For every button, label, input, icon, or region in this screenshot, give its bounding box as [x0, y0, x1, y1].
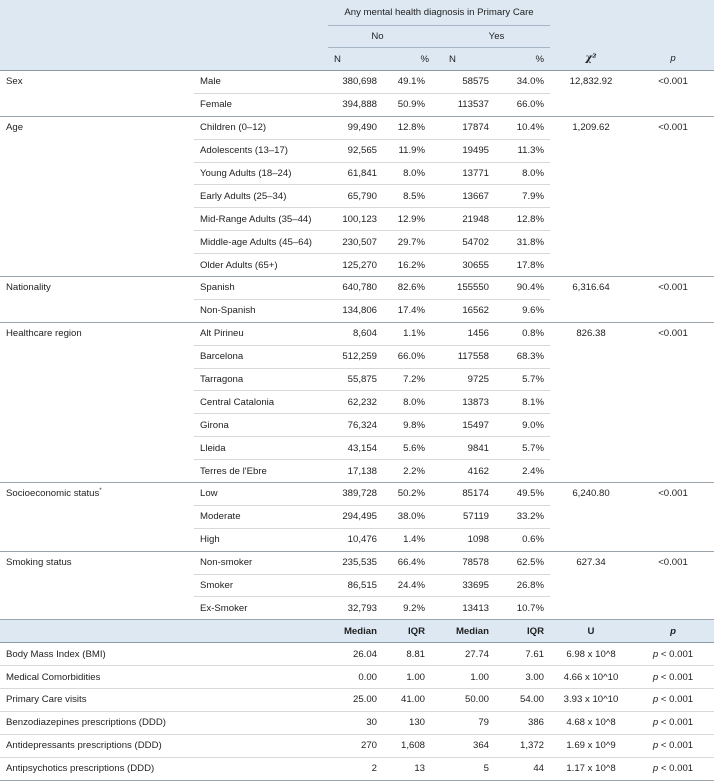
row-variable-label: [0, 277, 194, 323]
category-label: Adolescents (13–17): [194, 139, 328, 162]
no-median: 30: [328, 711, 383, 734]
yes-percent: 8.1%: [495, 391, 550, 414]
no-percent: 8.5%: [383, 185, 435, 208]
continuous-subheader: [0, 620, 714, 643]
no-count: 294,495: [328, 505, 383, 528]
yes-count: 15497: [435, 414, 495, 437]
p-symbol: p: [652, 671, 659, 683]
category-label: Central Catalonia: [194, 391, 328, 414]
no-count: 76,324: [328, 414, 383, 437]
no-count: 8,604: [328, 322, 383, 345]
no-percent: 82.6%: [383, 277, 435, 300]
header-blank: [194, 0, 328, 26]
no-percent: 16.2%: [383, 254, 435, 277]
table-row: [0, 643, 714, 666]
category-label: Non-smoker: [194, 551, 328, 574]
yes-percent: 9.0%: [495, 414, 550, 437]
no-median: 26.04: [328, 643, 383, 666]
continuous-variable-label: Benzodiazepines prescriptions (DDD): [0, 711, 328, 734]
subheader-p: p: [632, 620, 714, 643]
header-blank: [0, 48, 194, 71]
yes-percent: 0.8%: [495, 322, 550, 345]
no-count: 86,515: [328, 574, 383, 597]
category-label: Girona: [194, 414, 328, 437]
no-count: 394,888: [328, 93, 383, 116]
p-value: < 0.001: [660, 740, 694, 752]
no-count: 100,123: [328, 208, 383, 231]
table-body: [0, 71, 714, 781]
header-blank: [0, 0, 194, 26]
no-percent: 2.2%: [383, 460, 435, 483]
yes-count: 16562: [435, 299, 495, 322]
no-percent: 9.8%: [383, 414, 435, 437]
no-median: 2: [328, 757, 383, 780]
subheader-blank: [0, 620, 194, 643]
no-count: 10,476: [328, 528, 383, 551]
chi-square-value: 826.38: [550, 322, 632, 482]
p-symbol: p: [652, 694, 659, 706]
yes-iqr: 44: [495, 757, 550, 780]
continuous-variable-label: Body Mass Index (BMI): [0, 643, 328, 666]
no-percent: 49.1%: [383, 71, 435, 94]
yes-median: 50.00: [435, 689, 495, 712]
no-median: 25.00: [328, 689, 383, 712]
u-statistic: 1.69 x 10^9: [550, 734, 632, 757]
p-symbol: p: [652, 763, 659, 775]
no-median: 0.00: [328, 666, 383, 689]
table-row: [0, 71, 714, 94]
p-symbol: p: [652, 740, 659, 752]
p-value: < 0.001: [660, 694, 694, 706]
category-label: Moderate: [194, 505, 328, 528]
no-percent: 1.1%: [383, 322, 435, 345]
yes-median: 364: [435, 734, 495, 757]
yes-percent: 9.6%: [495, 299, 550, 322]
category-label: Children (0–12): [194, 116, 328, 139]
header-blank: [0, 26, 194, 48]
no-count: 55,875: [328, 368, 383, 391]
yes-iqr: 1,372: [495, 734, 550, 757]
subheader-u: U: [550, 620, 632, 643]
yes-iqr: 3.00: [495, 666, 550, 689]
category-label: Female: [194, 93, 328, 116]
u-statistic: 1.17 x 10^8: [550, 757, 632, 780]
no-median: 270: [328, 734, 383, 757]
category-label: Smoker: [194, 574, 328, 597]
variable-name: Nationality: [6, 282, 51, 294]
table-row: [0, 322, 714, 345]
p-value: <0.001: [632, 551, 714, 620]
header-blank: [632, 0, 714, 26]
category-label: Older Adults (65+): [194, 254, 328, 277]
p-value-cell: [632, 734, 714, 757]
category-label: Terres de l'Ebre: [194, 460, 328, 483]
header-no: No: [328, 26, 435, 48]
category-label: Early Adults (25–34): [194, 185, 328, 208]
category-label: Male: [194, 71, 328, 94]
header-blank: [194, 26, 328, 48]
chi-square-value: 12,832.92: [550, 71, 632, 117]
p-value: < 0.001: [660, 671, 694, 683]
yes-percent: 5.7%: [495, 368, 550, 391]
yes-count: 13771: [435, 162, 495, 185]
category-label: Young Adults (18–24): [194, 162, 328, 185]
no-percent: 24.4%: [383, 574, 435, 597]
chi-square-value: 627.34: [550, 551, 632, 620]
yes-percent: 17.8%: [495, 254, 550, 277]
yes-percent: 34.0%: [495, 71, 550, 94]
chi-square-value: 1,209.62: [550, 116, 632, 276]
table-row: [0, 666, 714, 689]
yes-count: 13873: [435, 391, 495, 414]
p-value-cell: [632, 666, 714, 689]
yes-count: 113537: [435, 93, 495, 116]
u-statistic: 4.68 x 10^8: [550, 711, 632, 734]
yes-percent: 12.8%: [495, 208, 550, 231]
subheader-yes-median: Median: [435, 620, 495, 643]
no-iqr: 1.00: [383, 666, 435, 689]
row-variable-label: [0, 483, 194, 552]
table-row: [0, 734, 714, 757]
p-value: <0.001: [632, 277, 714, 323]
no-iqr: 41.00: [383, 689, 435, 712]
row-variable-label: [0, 116, 194, 276]
header-blank: [632, 26, 714, 48]
yes-count: 117558: [435, 345, 495, 368]
no-count: 125,270: [328, 254, 383, 277]
table-row: [0, 277, 714, 300]
no-count: 43,154: [328, 437, 383, 460]
category-label: Non-Spanish: [194, 299, 328, 322]
header-yes: Yes: [435, 26, 550, 48]
table-row: [0, 116, 714, 139]
footnote-marker: *: [99, 488, 102, 495]
header-blank: [550, 0, 632, 26]
table-row: [0, 757, 714, 780]
header-diagnosis-span: Any mental health diagnosis in Primary Care: [328, 0, 550, 26]
no-iqr: 13: [383, 757, 435, 780]
category-label: Mid-Range Adults (35–44): [194, 208, 328, 231]
yes-count: 13667: [435, 185, 495, 208]
table-row: [0, 551, 714, 574]
no-count: 230,507: [328, 231, 383, 254]
chi-square-value: 6,240.80: [550, 483, 632, 552]
header-p-value: p: [632, 48, 714, 71]
category-label: Low: [194, 483, 328, 506]
no-percent: 17.4%: [383, 299, 435, 322]
no-percent: 29.7%: [383, 231, 435, 254]
table-row: [0, 711, 714, 734]
no-count: 389,728: [328, 483, 383, 506]
continuous-variable-label: Antipsychotics prescriptions (DDD): [0, 757, 328, 780]
no-count: 62,232: [328, 391, 383, 414]
p-value: < 0.001: [660, 648, 694, 660]
table-row: [0, 689, 714, 712]
no-count: 92,565: [328, 139, 383, 162]
header-blank: [194, 48, 328, 71]
variable-name: Sex: [6, 76, 23, 87]
yes-percent: 33.2%: [495, 505, 550, 528]
no-count: 235,535: [328, 551, 383, 574]
yes-count: 54702: [435, 231, 495, 254]
yes-iqr: 7.61: [495, 643, 550, 666]
row-variable-label: [0, 71, 194, 117]
yes-median: 1.00: [435, 666, 495, 689]
variable-name: Age: [6, 121, 24, 133]
no-count: 65,790: [328, 185, 383, 208]
no-count: 134,806: [328, 299, 383, 322]
header-blank: [550, 26, 632, 48]
no-percent: 7.2%: [383, 368, 435, 391]
yes-count: 78578: [435, 551, 495, 574]
yes-percent: 0.6%: [495, 528, 550, 551]
p-value: <0.001: [632, 483, 714, 552]
yes-count: 1098: [435, 528, 495, 551]
yes-percent: 10.4%: [495, 116, 550, 139]
no-percent: 12.9%: [383, 208, 435, 231]
no-percent: 8.0%: [383, 391, 435, 414]
no-percent: 50.2%: [383, 483, 435, 506]
yes-count: 9725: [435, 368, 495, 391]
yes-count: 155550: [435, 277, 495, 300]
yes-count: 30655: [435, 254, 495, 277]
yes-iqr: 54.00: [495, 689, 550, 712]
no-iqr: 1,608: [383, 734, 435, 757]
no-percent: 11.9%: [383, 139, 435, 162]
subheader-yes-iqr: IQR: [495, 620, 550, 643]
yes-median: 5: [435, 757, 495, 780]
yes-percent: 66.0%: [495, 93, 550, 116]
continuous-variable-label: Medical Comorbidities: [0, 666, 328, 689]
yes-median: 79: [435, 711, 495, 734]
yes-count: 19495: [435, 139, 495, 162]
no-percent: 8.0%: [383, 162, 435, 185]
yes-percent: 68.3%: [495, 345, 550, 368]
no-count: 17,138: [328, 460, 383, 483]
yes-iqr: 386: [495, 711, 550, 734]
no-percent: 5.6%: [383, 437, 435, 460]
yes-count: 58575: [435, 71, 495, 94]
yes-count: 4162: [435, 460, 495, 483]
yes-percent: 5.7%: [495, 437, 550, 460]
category-label: Alt Pirineu: [194, 322, 328, 345]
yes-percent: 11.3%: [495, 139, 550, 162]
header-chi-square: χ²: [550, 48, 632, 71]
continuous-variable-label: Antidepressants prescriptions (DDD): [0, 734, 328, 757]
yes-count: 13413: [435, 597, 495, 620]
no-iqr: 130: [383, 711, 435, 734]
category-label: Ex-Smoker: [194, 597, 328, 620]
row-variable-label: [0, 322, 194, 482]
yes-count: 17874: [435, 116, 495, 139]
no-percent: 12.8%: [383, 116, 435, 139]
category-label: Tarragona: [194, 368, 328, 391]
p-value: <0.001: [632, 71, 714, 117]
p-value-cell: [632, 643, 714, 666]
yes-percent: 8.0%: [495, 162, 550, 185]
category-label: Spanish: [194, 277, 328, 300]
u-statistic: 6.98 x 10^8: [550, 643, 632, 666]
yes-percent: 2.4%: [495, 460, 550, 483]
header-no-n: N: [328, 48, 383, 71]
yes-median: 27.74: [435, 643, 495, 666]
header-no-pct: %: [383, 48, 435, 71]
variable-name: Healthcare region: [6, 327, 82, 339]
no-percent: 66.4%: [383, 551, 435, 574]
header-yes-pct: %: [495, 48, 550, 71]
no-percent: 38.0%: [383, 505, 435, 528]
no-percent: 50.9%: [383, 93, 435, 116]
p-value: < 0.001: [660, 717, 694, 729]
p-value-cell: [632, 711, 714, 734]
yes-percent: 49.5%: [495, 483, 550, 506]
yes-percent: 10.7%: [495, 597, 550, 620]
continuous-variable-label: Primary Care visits: [0, 689, 328, 712]
yes-count: 21948: [435, 208, 495, 231]
p-symbol: p: [652, 717, 659, 729]
yes-count: 85174: [435, 483, 495, 506]
p-value-cell: [632, 689, 714, 712]
table-row: [0, 483, 714, 506]
yes-count: 57119: [435, 505, 495, 528]
p-value: <0.001: [632, 116, 714, 276]
subheader-blank: [194, 620, 328, 643]
row-variable-label: [0, 551, 194, 620]
u-statistic: 4.66 x 10^10: [550, 666, 632, 689]
yes-percent: 90.4%: [495, 277, 550, 300]
no-percent: 9.2%: [383, 597, 435, 620]
chi-square-value: 6,316.64: [550, 277, 632, 323]
no-count: 640,780: [328, 277, 383, 300]
p-symbol: p: [652, 648, 659, 660]
yes-count: 1456: [435, 322, 495, 345]
yes-count: 9841: [435, 437, 495, 460]
category-label: Lleida: [194, 437, 328, 460]
no-count: 512,259: [328, 345, 383, 368]
no-percent: 1.4%: [383, 528, 435, 551]
p-value: < 0.001: [660, 763, 694, 775]
subheader-no-iqr: IQR: [383, 620, 435, 643]
subheader-no-median: Median: [328, 620, 383, 643]
no-percent: 66.0%: [383, 345, 435, 368]
no-count: 61,841: [328, 162, 383, 185]
category-label: Middle-age Adults (45–64): [194, 231, 328, 254]
variable-name: Smoking status: [6, 556, 72, 568]
no-count: 380,698: [328, 71, 383, 94]
no-iqr: 8.81: [383, 643, 435, 666]
category-label: Barcelona: [194, 345, 328, 368]
yes-percent: 62.5%: [495, 551, 550, 574]
u-statistic: 3.93 x 10^10: [550, 689, 632, 712]
yes-percent: 31.8%: [495, 231, 550, 254]
p-value: <0.001: [632, 322, 714, 482]
yes-percent: 7.9%: [495, 185, 550, 208]
variable-name: Socioeconomic status: [6, 488, 100, 500]
no-count: 32,793: [328, 597, 383, 620]
table-header: [0, 0, 714, 71]
category-label: High: [194, 528, 328, 551]
yes-count: 33695: [435, 574, 495, 597]
p-value-cell: [632, 757, 714, 780]
no-count: 99,490: [328, 116, 383, 139]
header-yes-n: N: [435, 48, 495, 71]
yes-percent: 26.8%: [495, 574, 550, 597]
